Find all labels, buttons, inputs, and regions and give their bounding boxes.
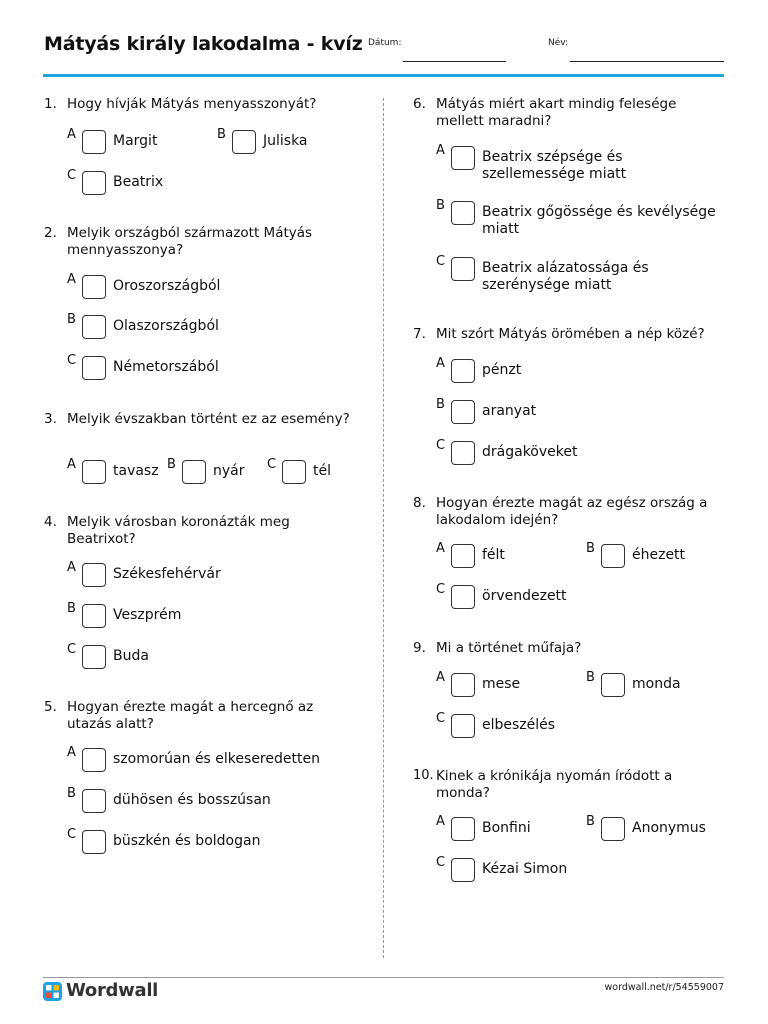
- question-number: 6.: [413, 96, 426, 112]
- q9-option-c[interactable]: [436, 711, 726, 738]
- question-number: 3.: [44, 411, 57, 427]
- option-text: Székesfehérvár: [113, 566, 221, 582]
- answer-checkbox[interactable]: [82, 356, 106, 380]
- question-text: Mit szórt Mátyás örömében a nép közé?: [436, 326, 705, 342]
- q4-option-b[interactable]: [67, 601, 357, 628]
- option-letter: A: [436, 670, 445, 685]
- question-text: Hogyan érezte magát a hercegnő az utazás alatt?: [67, 699, 314, 732]
- option-letter: A: [67, 272, 76, 287]
- q9-option-a[interactable]: [436, 670, 576, 697]
- option-letter: C: [436, 855, 446, 870]
- option-text: Németorszából: [113, 359, 219, 375]
- question-number: 7.: [413, 326, 426, 342]
- answer-checkbox[interactable]: [451, 441, 475, 465]
- option-text: elbeszélés: [482, 717, 556, 733]
- footer-url[interactable]: wordwall.net/r/54559007: [604, 982, 724, 993]
- option-text: Oroszországból: [113, 278, 221, 294]
- question-number: 4.: [44, 514, 57, 530]
- q1-option-b[interactable]: [217, 127, 357, 154]
- option-letter: B: [217, 127, 226, 142]
- option-text: Bonfini: [482, 820, 531, 836]
- q10-option-b[interactable]: [586, 814, 726, 841]
- question-number: 5.: [44, 699, 57, 715]
- option-letter: A: [436, 541, 445, 556]
- q6-option-a[interactable]: [436, 143, 726, 182]
- option-letter: A: [436, 143, 445, 158]
- option-letter: A: [67, 560, 76, 575]
- q10-option-c[interactable]: [436, 855, 726, 882]
- option-letter: A: [436, 356, 445, 371]
- option-letter: C: [436, 582, 446, 597]
- option-text: Olaszországból: [113, 318, 219, 334]
- option-letter: C: [436, 254, 446, 269]
- answer-checkbox[interactable]: [82, 171, 106, 195]
- option-letter: C: [267, 457, 277, 472]
- option-letter: A: [67, 127, 76, 142]
- option-letter: B: [436, 397, 445, 412]
- option-letter: C: [436, 711, 446, 726]
- question-text: Melyik városban koronázták meg Beatrixot?: [67, 514, 290, 547]
- answer-checkbox[interactable]: [451, 673, 475, 697]
- option-letter: B: [167, 457, 176, 472]
- option-text: szomorúan és elkeseredetten: [113, 751, 320, 767]
- option-text: dühösen és bosszúsan: [113, 792, 271, 808]
- option-letter: A: [67, 745, 76, 760]
- option-letter: C: [436, 438, 446, 453]
- q7-option-b[interactable]: [436, 397, 726, 424]
- option-letter: C: [67, 353, 77, 368]
- question-number: 1.: [44, 96, 57, 112]
- question-number: 8.: [413, 495, 426, 511]
- option-text: Kézai Simon: [482, 861, 568, 877]
- q5-option-c[interactable]: [67, 827, 367, 854]
- q8-option-a[interactable]: [436, 541, 576, 568]
- answer-checkbox[interactable]: [82, 789, 106, 813]
- answer-checkbox[interactable]: [82, 830, 106, 854]
- option-text: Beatrix gőgössége és kevélysége miatt: [482, 204, 716, 237]
- option-letter: C: [67, 827, 77, 842]
- option-text: pénzt: [482, 362, 522, 378]
- q3-option-c[interactable]: [267, 457, 357, 484]
- answer-checkbox[interactable]: [601, 817, 625, 841]
- answer-checkbox[interactable]: [82, 748, 106, 772]
- answer-checkbox[interactable]: [451, 400, 475, 424]
- q2-option-a[interactable]: [67, 272, 357, 299]
- q10-option-a[interactable]: [436, 814, 576, 841]
- q7-option-a[interactable]: [436, 356, 726, 383]
- answer-checkbox[interactable]: [451, 257, 475, 281]
- q5-option-a[interactable]: [67, 745, 367, 772]
- answer-checkbox[interactable]: [82, 604, 106, 628]
- answer-checkbox[interactable]: [82, 645, 106, 669]
- wordwall-logo-icon: [43, 982, 62, 1001]
- option-text: éhezett: [632, 547, 686, 563]
- option-text: monda: [632, 676, 681, 692]
- q4-option-c[interactable]: [67, 642, 357, 669]
- q3-option-a[interactable]: [67, 457, 162, 484]
- q5-option-b[interactable]: [67, 786, 367, 813]
- answer-checkbox[interactable]: [82, 130, 106, 154]
- q6-option-b[interactable]: [436, 198, 726, 237]
- date-field[interactable]: [403, 61, 506, 62]
- option-text: Margit: [113, 133, 158, 149]
- option-text: büszkén és boldogan: [113, 833, 261, 849]
- question-text: Hogy hívják Mátyás menyasszonyát?: [67, 96, 317, 112]
- option-text: aranyat: [482, 403, 537, 419]
- answer-checkbox[interactable]: [282, 460, 306, 484]
- option-text: félt: [482, 547, 505, 563]
- answer-checkbox[interactable]: [232, 130, 256, 154]
- logo-text: Wordwall: [66, 980, 159, 1001]
- name-field[interactable]: [570, 61, 724, 62]
- question-text: Mi a történet műfaja?: [436, 640, 582, 656]
- date-label: Dátum:: [368, 38, 402, 48]
- answer-checkbox[interactable]: [451, 714, 475, 738]
- footer-rule: [43, 977, 724, 978]
- option-text: nyár: [213, 463, 245, 479]
- option-text: Juliska: [263, 133, 308, 149]
- option-letter: B: [67, 601, 76, 616]
- q2-option-c[interactable]: [67, 353, 357, 380]
- answer-checkbox[interactable]: [451, 146, 475, 170]
- answer-checkbox[interactable]: [82, 315, 106, 339]
- option-text: tavasz: [113, 463, 159, 479]
- answer-checkbox[interactable]: [451, 817, 475, 841]
- answer-checkbox[interactable]: [451, 359, 475, 383]
- q3-option-b[interactable]: [167, 457, 262, 484]
- option-text: örvendezett: [482, 588, 567, 604]
- q8-option-b[interactable]: [586, 541, 726, 568]
- option-letter: A: [436, 814, 445, 829]
- option-text: tél: [313, 463, 331, 479]
- option-letter: B: [586, 670, 595, 685]
- column-divider: [383, 98, 384, 958]
- q8-option-c[interactable]: [436, 582, 726, 609]
- name-label: Név:: [548, 38, 569, 48]
- q1-option-c[interactable]: [67, 168, 207, 195]
- option-letter: C: [67, 168, 77, 183]
- answer-checkbox[interactable]: [451, 858, 475, 882]
- answer-checkbox[interactable]: [451, 585, 475, 609]
- question-number: 9.: [413, 640, 426, 656]
- option-text: Anonymus: [632, 820, 706, 836]
- q2-option-b[interactable]: [67, 312, 357, 339]
- option-letter: B: [67, 312, 76, 327]
- question-text: Hogyan érezte magát az egész ország a lakodalom idején?: [436, 495, 708, 528]
- option-text: Veszprém: [113, 607, 182, 623]
- answer-checkbox[interactable]: [451, 201, 475, 225]
- answer-checkbox[interactable]: [601, 544, 625, 568]
- q9-option-b[interactable]: [586, 670, 726, 697]
- header-rule: [43, 74, 724, 77]
- q1-option-a[interactable]: [67, 127, 207, 154]
- option-letter: B: [67, 786, 76, 801]
- answer-checkbox[interactable]: [451, 544, 475, 568]
- option-text: mese: [482, 676, 521, 692]
- option-letter: C: [67, 642, 77, 657]
- option-text: Beatrix szépsége és szellemessége miatt: [482, 149, 627, 182]
- option-text: Beatrix: [113, 174, 164, 190]
- option-text: Beatrix alázatossága és szerénysége miatt: [482, 260, 649, 293]
- question-number: 10.: [413, 768, 434, 783]
- option-letter: A: [67, 457, 76, 472]
- option-letter: B: [586, 814, 595, 829]
- option-letter: B: [586, 541, 595, 556]
- page-title: Mátyás király lakodalma - kvíz: [44, 33, 363, 55]
- q7-option-c[interactable]: [436, 438, 726, 465]
- option-letter: B: [436, 198, 445, 213]
- question-text: Mátyás miért akart mindig felesége mellett maradni?: [436, 96, 677, 129]
- answer-checkbox[interactable]: [601, 673, 625, 697]
- answer-checkbox[interactable]: [82, 460, 106, 484]
- q6-option-c[interactable]: [436, 254, 726, 293]
- question-text: Melyik országból származott Mátyás mennyasszonya?: [67, 225, 313, 258]
- question-text: Kinek a krónikája nyomán íródott a monda?: [436, 768, 673, 801]
- question-text: Melyik évszakban történt ez az esemény?: [67, 411, 350, 427]
- option-text: drágaköveket: [482, 444, 578, 460]
- answer-checkbox[interactable]: [182, 460, 206, 484]
- question-number: 2.: [44, 225, 57, 241]
- answer-checkbox[interactable]: [82, 275, 106, 299]
- answer-checkbox[interactable]: [82, 563, 106, 587]
- option-text: Buda: [113, 648, 149, 664]
- q4-option-a[interactable]: [67, 560, 357, 587]
